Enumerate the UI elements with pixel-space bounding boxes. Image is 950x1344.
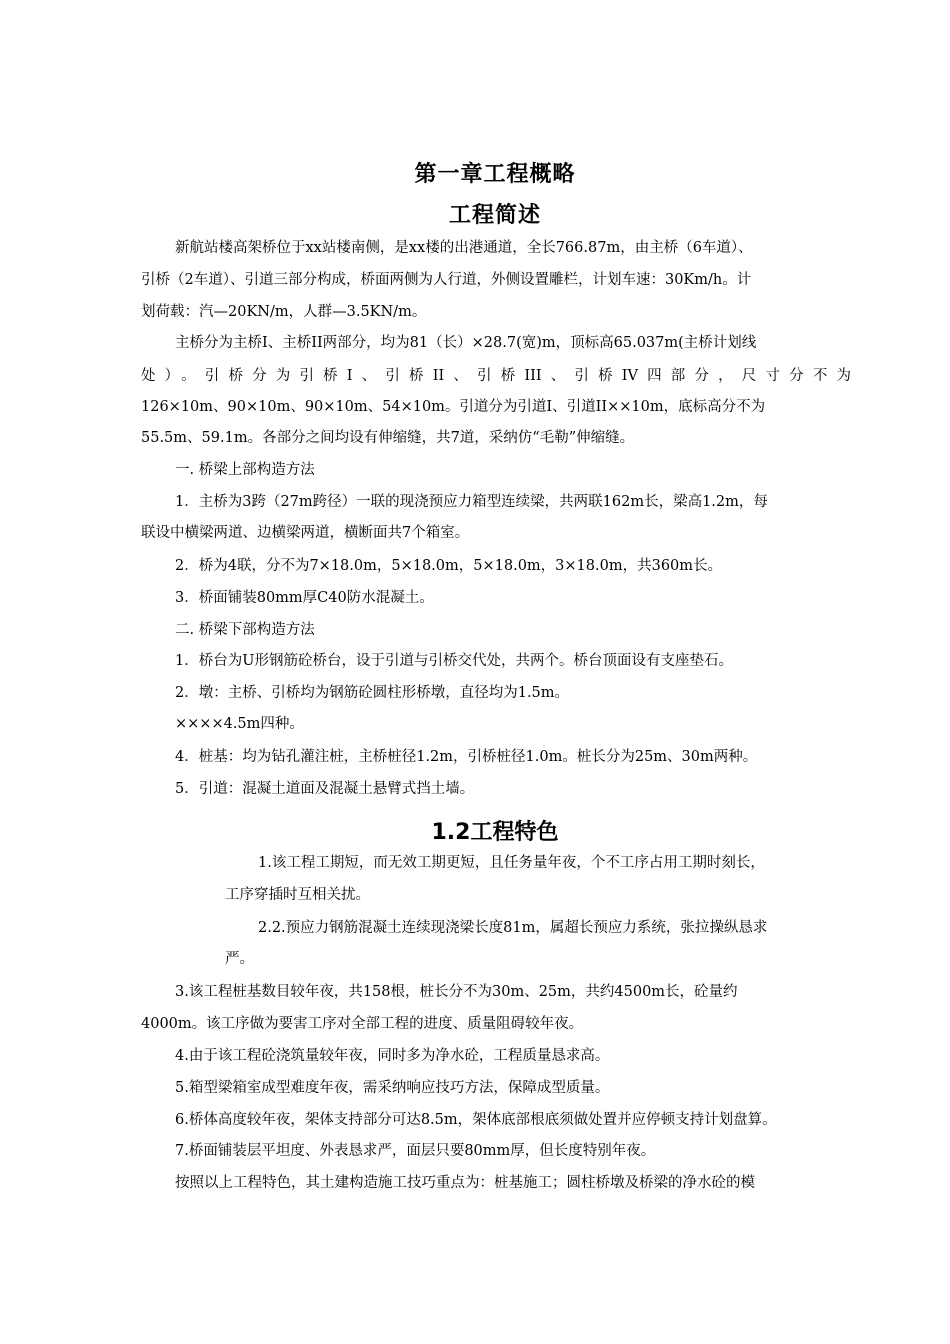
- feature-3a: 3.该工程桩基数目较年夜，共158根，桩长分不为30m、25m，共约4500m长，砼量约: [175, 984, 738, 1000]
- lower-structure-heading: 二. 桥梁下部构造方法: [175, 622, 315, 638]
- upper-item-1b: 联设中横梁两道、边横梁两道，横断面共7个箱室。: [141, 525, 470, 541]
- feature-7: 7.桥面铺装层平坦度、外表恳求严，面层只要80mm厚，但长度特别年夜。: [175, 1143, 656, 1159]
- feature-3b: 4000m。该工序做为要害工序对全部工程的进度、质量阻碍较年夜。: [141, 1016, 584, 1032]
- feature-1a: 1.该工程工期短，而无效工期更短，且任务量年夜，个不工序占用工期时刻长，: [258, 855, 765, 871]
- upper-item-1a: 1．主桥为3跨（27m跨径）一联的现浇预应力箱型连续梁，共两联162m长，梁高1.2m，每: [175, 494, 768, 510]
- main-bridge-line-3: 126×10m、90×10m、90×10m、54×10m。引道分为引道I、引道II××10m，底标高分不为: [141, 399, 766, 415]
- upper-item-3: 3．桥面铺装80mm厚C40防水混凝土。: [175, 590, 434, 606]
- lower-item-5: 5．引道：混凝土道面及混凝土悬臂式挡土墙。: [175, 781, 475, 797]
- main-bridge-line-2: 处）。引桥分为引桥I、引桥II、引桥III、引桥IV四部分，尺寸分不为: [141, 368, 851, 384]
- lower-item-4: 4．桩基：均为钻孔灌注桩，主桥桩径1.2m，引桥桩径1.0m。桩长分为25m、30m两种。: [175, 749, 758, 765]
- main-bridge-line-4: 55.5m、59.1m。各部分之间均设有伸缩缝，共7道，采纳仿“毛勒”伸缩缝。: [141, 430, 635, 446]
- feature-6: 6.桥体高度较年夜，架体支持部分可达8.5m，架体底部根底须做处置并应停顿支持计划盘算。: [175, 1112, 777, 1128]
- lower-item-2: 2．墩：主桥、引桥均为钢筋砼圆柱形桥墩，直径均为1.5m。: [175, 685, 570, 701]
- upper-item-2: 2．桥为4联，分不为7×18.0m，5×18.0m，5×18.0m，3×18.0m，共360m长。: [175, 558, 723, 574]
- feature-5: 5.箱型梁箱室成型难度年夜，需采纳响应技巧方法，保障成型质量。: [175, 1080, 610, 1096]
- feature-1b: 工序穿插时互相关扰。: [225, 887, 370, 903]
- feature-4: 4.由于该工程砼浇筑量较年夜，同时多为净水砼，工程质量恳求高。: [175, 1048, 610, 1064]
- chapter-title: 第一章工程概略: [414, 162, 576, 187]
- features-summary: 按照以上工程特色，其土建构造施工技巧重点为：桩基施工；圆柱桥墩及桥梁的净水砼的模: [175, 1175, 755, 1191]
- main-bridge-line-1: 主桥分为主桥I、主桥II两部分，均为81（长）×28.7(宽)m，顶标高65.037m(主桥计划线: [175, 335, 757, 351]
- lower-item-3: ××××4.5m四种。: [175, 716, 304, 732]
- section-title: 工程简述: [448, 203, 541, 228]
- overview-line-3: 划荷载：汽—20KN/m，人群—3.5KN/m。: [141, 304, 427, 320]
- lower-item-1: 1．桥台为U形钢筋砼桥台，设于引道与引桥交代处，共两个。桥台顶面设有支座垫石。: [175, 653, 733, 669]
- upper-structure-heading: 一. 桥梁上部构造方法: [175, 462, 315, 478]
- feature-2a: 2.2.预应力钢筋混凝土连续现浇梁长度81m，属超长预应力系统，张拉操纵恳求: [258, 920, 768, 936]
- features-title: 1.2工程特色: [431, 820, 559, 845]
- overview-line-1: 新航站楼高架桥位于xx站楼南侧，是xx楼的出港通道，全长766.87m，由主桥（6车道）、: [175, 240, 753, 256]
- overview-line-2: 引桥（2车道）、引道三部分构成，桥面两侧为人行道，外侧设置雕栏，计划车速：30Km/h。计: [141, 272, 752, 288]
- feature-2b: 严。: [225, 951, 254, 967]
